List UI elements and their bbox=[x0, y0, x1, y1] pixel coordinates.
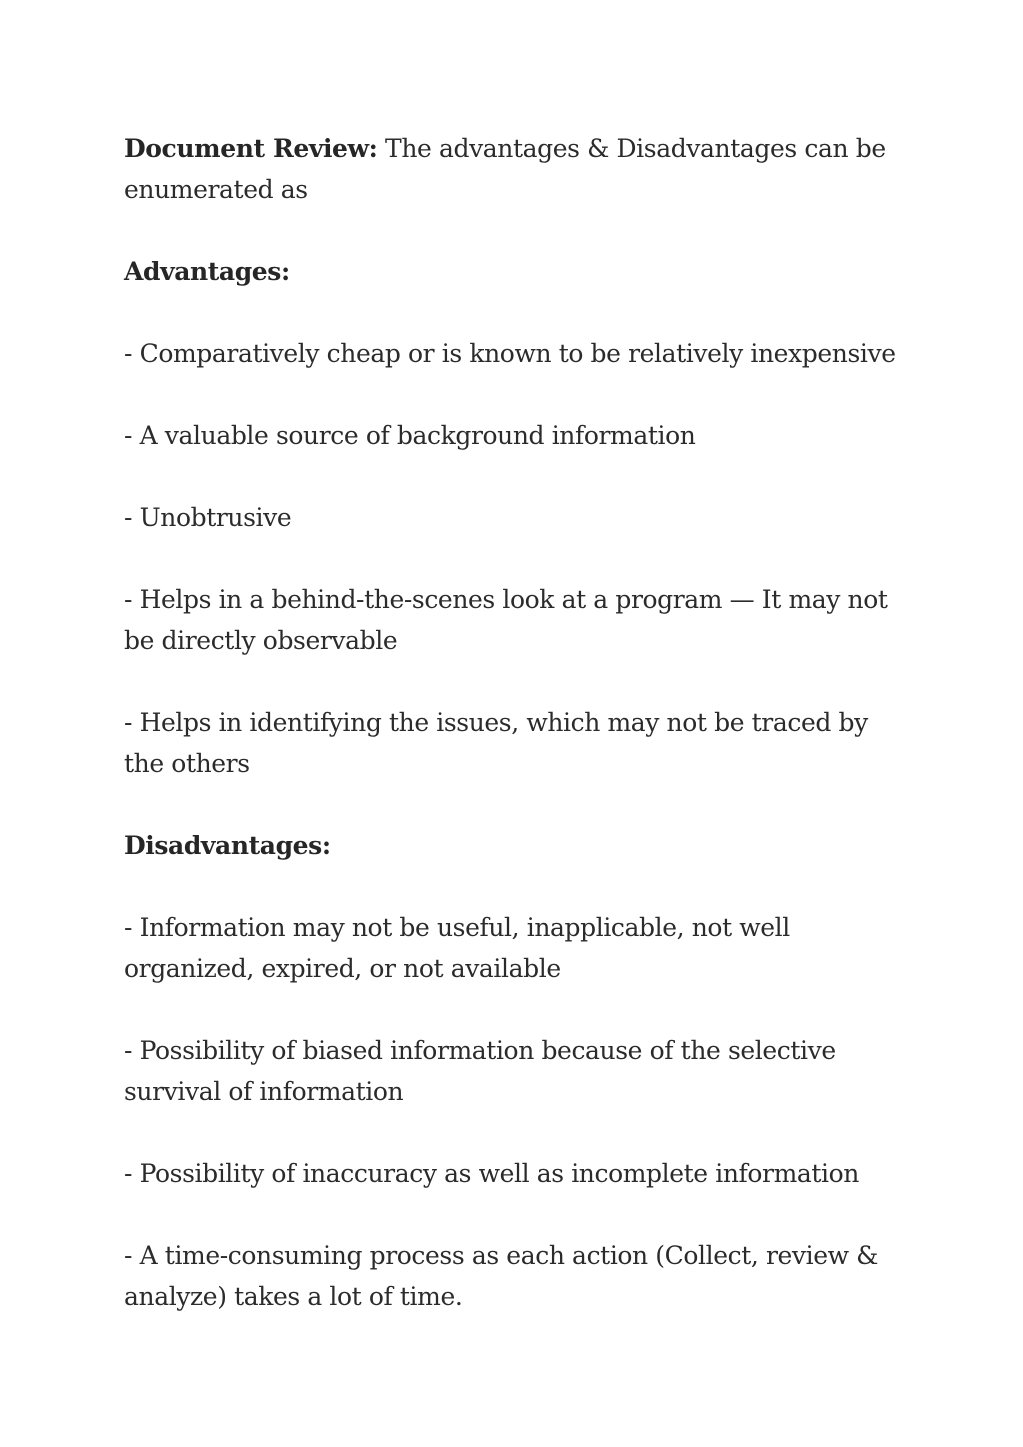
advantage-item: - Helps in identifying the issues, which may not be traced by the others bbox=[124, 708, 868, 778]
intro-paragraph bbox=[124, 128, 904, 210]
intro-text: The advantages & Disadvantages can be enumerated as bbox=[124, 134, 886, 204]
advantage-item: - Helps in a behind-the-scenes look at a program — It may not be directly observable bbox=[124, 585, 888, 655]
advantage-item: - Comparatively cheap or is known to be relatively inexpensive bbox=[124, 339, 896, 368]
advantage-item: - Unobtrusive bbox=[124, 503, 292, 532]
disadvantage-item: - Information may not be useful, inapplicable, not well organized, expired, or not available bbox=[124, 913, 790, 983]
disadvantage-item: - Possibility of biased information because of the selective survival of information bbox=[124, 1036, 836, 1106]
intro-label: Document Review: bbox=[124, 134, 378, 163]
advantage-item: - A valuable source of background information bbox=[124, 421, 696, 450]
disadvantage-item: - Possibility of inaccuracy as well as incomplete information bbox=[124, 1159, 859, 1188]
disadvantage-item: - A time-consuming process as each action (Collect, review & analyze) takes a lot of time. bbox=[124, 1241, 879, 1311]
disadvantages-heading: Disadvantages: bbox=[124, 831, 331, 860]
document-body bbox=[124, 128, 904, 1358]
advantages-heading: Advantages: bbox=[124, 257, 290, 286]
